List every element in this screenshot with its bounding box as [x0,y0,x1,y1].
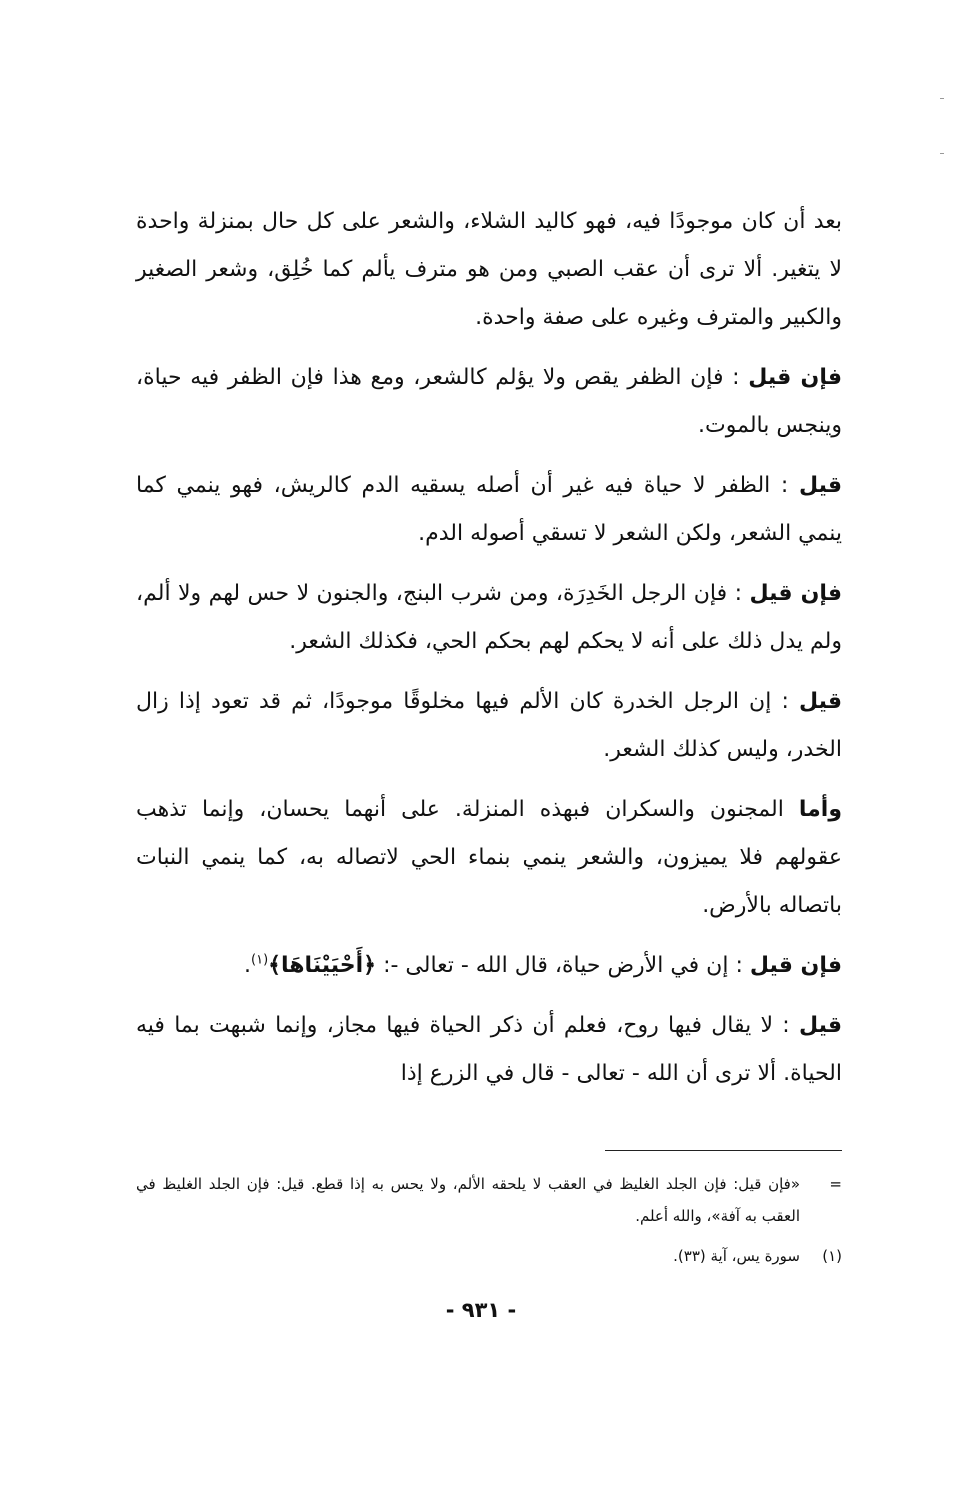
paragraph-text: فإن الظفر يقص ولا يؤلم كالشعر، ومع هذا فإن الظفر فيه حياة، وينجس بالموت. [136,365,842,438]
paragraph-lead: قيل [798,689,843,714]
paragraph [136,678,842,774]
paragraph-text: إن في الأرض حياة، قال الله - تعالى -: [383,953,729,978]
paragraph [136,354,842,450]
footnote-mark: (١) [822,1247,842,1265]
footnote-mark: = [829,1175,842,1193]
paragraph [136,786,842,930]
paragraph [136,1002,842,1098]
paragraph-lead: فإن قيل [749,953,842,978]
quran-quote: ﴿أَحْيَيْنَاهَا﴾ [268,953,377,978]
paragraph [136,942,842,990]
paragraph [136,198,842,342]
paragraph-text: فإن الرجل الخَدِرَة، ومن شرب البنج، والجنون لا حس لهم ولا ألم، ولم يدل ذلك على أنه لا يحكم لهم بحكم الحي، فكذلك الشعر. [136,581,842,654]
paragraph-lead: وأما [798,797,843,822]
paragraph [136,570,842,666]
footnote [136,1168,842,1232]
scan-speck [940,98,944,99]
scan-speck [940,153,944,154]
paragraph-text: الظفر لا حياة فيه غير أن أصله يسقيه الدم كالريش، فهو ينمي كما ينمي الشعر، ولكن الشعر لا تسقي أصوله الدم. [136,473,842,546]
lead-separator: : [732,365,740,390]
paragraph-text: المجنون والسكران فبهذه المنزلة. على أنهما يحسان، وإنما تذهب عقولهم فلا يميزون، والشعر ينمي بنماء الحي لاتصاله به، كما ينمي النبات باتصاله بالأرض. [136,797,842,918]
lead-separator: : [781,689,789,714]
footnote-text: «فإن قيل: فإن الجلد الغليظ في العقب لا يلحقه الألم، ولا يحس به إذا قطع. قيل: فإن الجلد الغليظ في العقب به آفة»، والله أعلم. [136,1175,800,1225]
paragraph-text: بعد أن كان موجودًا فيه، فهو كاليد الشلاء، والشعر على كل حال بمنزلة واحدة لا يتغير. ألا ترى أن عقب الصبي ومن هو مترف يألم كما خُلِق، وشعر الصغير والكبير والمترف وغيره على صفة واحدة. [136,209,842,330]
paragraph-lead: قيل [798,473,842,498]
paragraph-text: إن الرجل الخدرة كان الألم فيها مخلوقًا موجودًا، ثم قد تعود إذا زال الخدر، وليس كذلك الشعر. [136,689,842,762]
lead-separator: : [735,953,743,978]
lead-separator: : [734,581,743,606]
footnotes [136,1168,842,1280]
footnote-divider [605,1150,842,1151]
paragraph-text: لا يقال فيها روح، فعلم أن ذكر الحياة فيها مجاز، وإنما شبهت بما فيه الحياة. ألا ترى أن الله - تعالى - قال في الزرع إذا [136,1013,842,1086]
footnote-text: سورة يس، آية (٣٣). [673,1247,800,1265]
lead-separator: : [782,1013,790,1038]
lead-separator: : [780,473,789,498]
paragraph-lead: فإن قيل [748,365,842,390]
footnote [136,1240,842,1272]
page-number: - ٩٣١ - [445,1298,517,1322]
paragraph-tail: . [244,953,252,978]
body-text [136,198,842,1110]
paragraph-lead: قيل [798,1013,842,1038]
paragraph-lead: فإن قيل [749,581,843,606]
footnote-reference[interactable]: (١) [251,952,269,968]
paragraph [136,462,842,558]
